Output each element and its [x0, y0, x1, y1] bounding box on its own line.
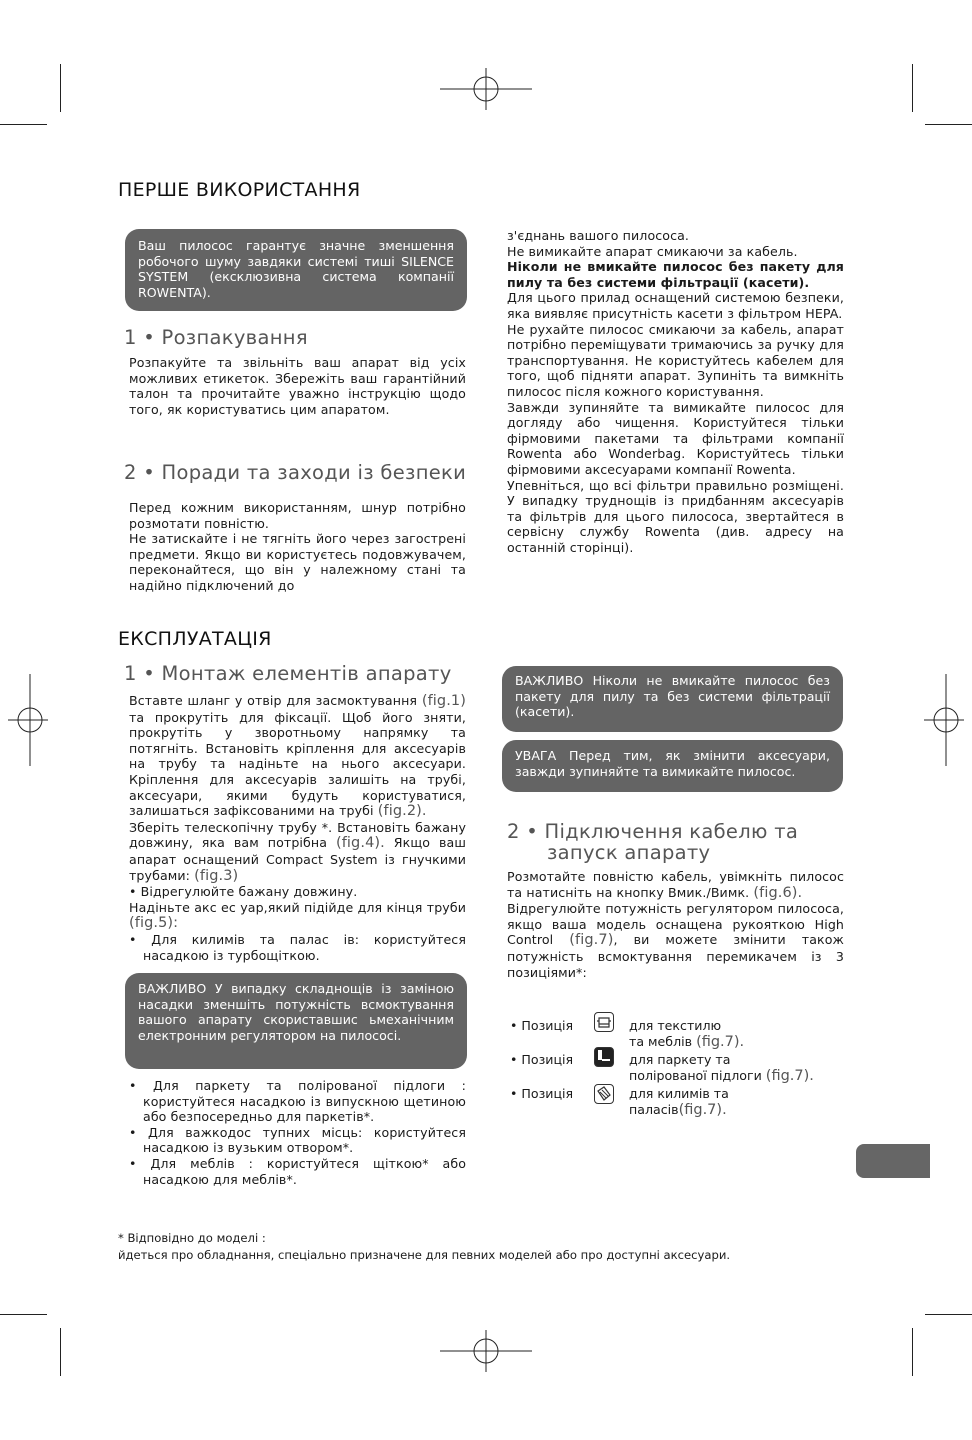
page-tab [856, 1144, 930, 1178]
registration-mark-right [924, 674, 964, 766]
assembly-t3: Зберіть телескопічну трубу *. Встановіть бажану довжину, яка вам потрібна [129, 819, 466, 851]
fig2-ref: (fig.2). [377, 803, 427, 820]
cable-heading-l1: 2 • Підключення кабелю та [507, 820, 799, 843]
right-p2: Не вимикайте апарат смикаючи за кабель. [507, 243, 798, 259]
position-row-1 [510, 1018, 573, 1034]
unpack-text [129, 355, 466, 417]
position-label: • Позиція [510, 1086, 574, 1101]
footnote-l1: * Відповідно до моделі : [118, 1231, 266, 1245]
assembly-b2: • Для килимів та палас ів: користуйтеся насадкою із турбощіткою. [129, 931, 466, 963]
assembly-b1: • Відрегулюйте бажану довжину. [129, 884, 358, 900]
right-p1: з'єднань вашого пилососа. [507, 228, 690, 243]
carpet-icon [594, 1084, 614, 1104]
assembly-t1: Вставте шланг у отвір для засмоктування [129, 693, 418, 708]
registration-mark-top [440, 68, 532, 110]
assembly-p1 [129, 693, 466, 820]
fig7-ref: (fig.7) [569, 932, 614, 949]
position-desc-l2 [629, 1034, 744, 1051]
position-desc-l1: для паркету та [629, 1052, 731, 1067]
right-p3: Для цього прилад оснащений системою безпеки, яка виявляє присутність касети з фільтром HEPA. [507, 290, 844, 321]
assembly-p2 [129, 820, 466, 884]
first-use-title: ПЕРШЕ ВИКОРИСТАННЯ [118, 179, 361, 201]
assembly-t5: Надіньте акс ес уар,який підійде для кінця труби [129, 899, 466, 915]
armchair-icon [594, 1012, 614, 1032]
safety-p2: Не затискайте і не тягніть його через загострені предмети. Якщо ви користуєтесь подовжувачем, переконайтеся, що він у належному стані та надійно підключений до [129, 531, 466, 593]
cable-t2: Відрегулюйте потужність регулятором пилососа, якщо ваша модель оснащена рукояткою High Control [507, 901, 844, 948]
unpack-paragraph: Розпакуйте та звільніть ваш апарат від усіх можливих етикеток. Збережіть ваш гарантійний талон та прочитайте уважно інструкцію щодо того, як користуватись цим апаратом. [129, 355, 466, 417]
position-desc-l2-text: паласів [629, 1101, 679, 1117]
right-p4: Не рухайте пилосос смикаючи за кабель, апарат потрібно переміщувати тримаючись за ручку для транспортування. Не користуйтесь кабелем для того, щоб підняти апарат. Зупиніть та вимкніть пилосос після кожного користування. [507, 321, 844, 399]
position-desc-3 [629, 1086, 729, 1118]
operation-title: ЕКСПЛУАТАЦІЯ [118, 628, 272, 650]
fig4-ref: (fig.4). [335, 835, 385, 852]
warning-box-important-text: ВАЖЛИВО Ніколи не вмикайте пилосос без пакету для пилу та без системи фільтрації (касети). [515, 673, 830, 720]
fig6-ref: (fig.6). [753, 884, 803, 901]
fig3-ref: (fig.3) [194, 867, 239, 884]
unpack-heading: 1 • Розпакування [124, 326, 308, 349]
assembly-box-text: ВАЖЛИВО У випадку складнощів із заміною насадки зменшіть потужність всмоктування вашого апарату скориставшис ьмеханічним електронним регулятором на пилососі. [138, 981, 454, 1043]
warning-box-attention [502, 740, 843, 792]
assembly-p3 [129, 900, 466, 932]
footnote-l2: йдеться про обладнання, спеціально призначене для певних моделей або про доступні аксесуари. [118, 1248, 731, 1262]
assembly-b5: • Для меблів : користуйтеся щіткою* або насадкою для меблів*. [129, 1155, 466, 1187]
warning-box-attention-text: УВАГА Перед тим, як змінити аксесуари, завжди зупиняйте та вимикайте пилосос. [515, 748, 830, 779]
position-label: • Позиція [510, 1018, 574, 1033]
warning-box-important [502, 666, 843, 732]
position-row-3 [510, 1086, 573, 1102]
position-desc-l1: для текстилю [629, 1018, 722, 1033]
cable-t1: Розмотайте повністю кабель, увімкніть пилосос та натисніть на кнопку Вмик./Вимк. [507, 869, 844, 900]
position-desc-1 [629, 1018, 744, 1050]
right-column-safety [507, 228, 844, 555]
position-desc-l2 [629, 1068, 814, 1085]
cable-heading [507, 821, 798, 863]
cable-t3: , ви можете змінити також потужність всмоктування перемикачем із 3 позиціями*: [507, 932, 844, 980]
fig7-ref: (fig.7). [678, 1101, 727, 1118]
footnote [118, 1230, 730, 1264]
assembly-b4: • Для важкодос тупних місць: користуйтеся насадкою із вузьким отвором*. [129, 1124, 466, 1156]
assembly-heading: 1 • Монтаж елементів апарату [124, 662, 452, 685]
cable-heading-l2: запуск апарату [547, 841, 711, 864]
position-desc-l2-text: полірованої підлоги [629, 1067, 762, 1083]
right-p2-bold: Ніколи не вмикайте пилосос без пакету для пилу та без системи фільтрації (касети). [507, 259, 844, 290]
cable-p2 [507, 901, 844, 980]
fig5-ref: (fig.5): [129, 915, 179, 932]
assembly-t2: та прокрутіть для фіксації. Щоб його зняти, прокрутіть у зворотньому напрямку та потягніть. Встановіть кріплення для аксесуарів на трубу та надіньте на нього аксесуари. Кріплення для аксесуарів залишіть на трубі, аксесуари, якими будуть користуватися, залишаться зафіксованими на трубі [129, 709, 466, 819]
assembly-bullets [129, 1078, 466, 1187]
cable-text [507, 869, 844, 980]
registration-mark-left [8, 674, 48, 766]
position-desc-l2 [629, 1102, 729, 1119]
cable-p1 [507, 869, 844, 901]
position-desc-2 [629, 1052, 814, 1084]
intro-box-text: Ваш пилосос гарантує значне зменшення робочого шуму завдяки системі тиші SILENCE SYSTEM (ексклюзивна система компанії ROWENTA). [138, 238, 454, 300]
intro-box [125, 229, 467, 311]
position-desc-l2-text: та меблів [629, 1033, 693, 1049]
assembly-text [129, 693, 466, 963]
fig7-ref: (fig.7). [696, 1033, 745, 1050]
position-row-2 [510, 1052, 573, 1068]
assembly-b3: • Для паркету та полірованої підлоги : користуйтеся насадкою із випускною щетиною або безпосередньо для паркетів*. [129, 1078, 466, 1125]
fig1-ref: (fig.1) [421, 693, 466, 709]
position-label: • Позиція [510, 1052, 574, 1067]
safety-p1: Перед кожним використанням, шнур потрібно розмотати повністю. [129, 500, 466, 531]
fig7-ref: (fig.7). [765, 1067, 814, 1084]
right-p6: Упевніться, що всі фільтри правильно розміщені. У випадку труднощів із придбанням аксесуарів та фільтрів для цього пилососа, звертайтеся в сервісну службу Rowenta (див. адресу на останній сторінці). [507, 477, 844, 555]
safety-text [129, 500, 466, 594]
assembly-important-box [125, 973, 467, 1069]
position-desc-l1: для килимів та [629, 1086, 729, 1101]
right-p5: Завжди зупиняйте та вимикайте пилосос для догляду або чищення. Користуйтеся тільки фірмовими пакетами та фільтрами компанії Rowenta або Wonderbag. Користуйтесь тільки фірмовими аксесуарами компанії Rowenta. [507, 399, 844, 477]
assembly-t4: Якщо ваш апарат оснащений Compact System із гнучкими трубами: [129, 835, 466, 883]
parquet-icon [594, 1047, 614, 1067]
safety-heading: 2 • Поради та заходи із безпеки [124, 461, 467, 484]
registration-mark-bottom [440, 1330, 532, 1372]
